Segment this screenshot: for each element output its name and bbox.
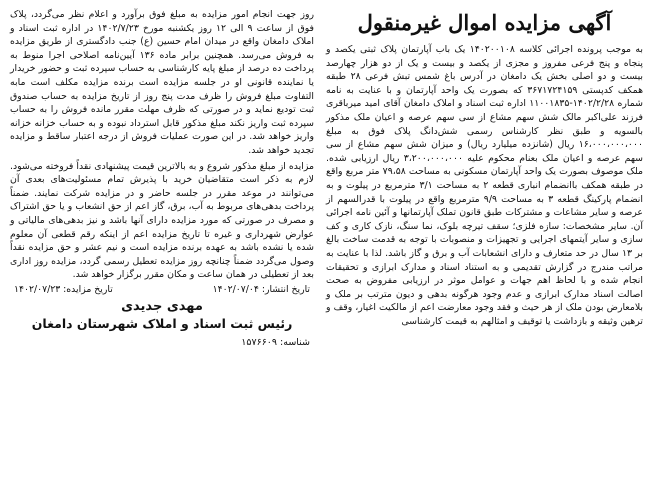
left-column-text-2: مزایده از مبلغ مذکور شروع و به بالاترین قیمت پیشنهادی نقداً فروخته می‌شود. لازم به ذکر است متقاضیان خرید با پذیرش تمام مسئولیت‌های بعدی آن می‌توانند در موعد مقرر در جلسه حاضر و در مزایده شرکت نمایند. ضمناً پرداخت بدهی‌های مربوط به آب، برق، گاز اعم از حق انشعاب و یا حق اشتراک و مصرف در صورتی که مورد مزایده دارای آنها باشد و نیز بدهی‌های مالیاتی و عوارض شهرداری و غیره تا تاریخ مزایده اعم از اینکه رقم قطعی آن معلوم شده یا نشده باشد به عهده برنده مزایده است و نیم عشر و حق مزایده نقداً وصول می‌گردد ضمناً چنانچه روز مزایده تعطیل رسمی گردد، مزایده روز اداری بعد از تعطیلی در همان ساعت و مکان مقرر برگزار خواهد شد. <box>10 160 315 281</box>
auction-date: تاریخ مزایده: ۱۴۰۲/۰۷/۲۳ <box>14 283 113 295</box>
right-column <box>326 8 643 474</box>
notice-id: شناسه: ۱۵۷۶۶۰۹ <box>241 336 311 348</box>
notice-columns <box>10 8 643 474</box>
right-column-text: به موجب پرونده اجرائی کلاسه ۱۴۰۲۰۰۱۰۸ یک باب آپارتمان پلاک ثبتی یکصد و پنجاه و پنج فرعی مفروز و مجزی از یکصد و بیست و یک از دو هزار چهارصد بیست و دو اصلی بخش یک دامغان در آدرس باغ شمس تبش فرعی ۲۸ طبقه همکف کدپستی ۳۶۷۱۷۲۴۱۵۹ که بصورت یک واحد آپارتمان و با عنایت به نامه شماره ۱۴۰۲/۲/۲۸-۱۱۰۰۱۸۳۵ اداره ثبت اسناد و املاک دامغان آقای امید میرباقری فرزند علی‌اکبر مالک شش سهم مشاع از سی سهم عرصه و اعیان ملک مذکور بالسویه و طبق نظر کارشناس رسمی شش‌دانگ پلاک فوق به مبلغ ۱۶،۰۰۰،۰۰۰،۰۰۰ ریال (شانزده میلیارد ریال) و میزان شش سهم مشاع از سی سهم عرصه و اعیان ملک بعنام محکوم علیه ۳،۲۰۰،۰۰۰،۰۰۰ ریال ارزیابی شده. ملک موصوف بصورت یک واحد آپارتمان مسکونی به مساحت ۷۹،۵۸ متر مربع واقع در طبقه همکف باانضمام انباری قطعه ۲ به مساحت ۳/۱ مترمربع در پیلوت و به انضمام پارکینگ قطعه ۳ به مساحت ۹/۹ مترمربع واقع در پیلوت با قدرالسهم از عرصه و سایر مشاعات و مشترکات طبق قانون تملک آپارتمانها و آئین نامه اجرائی آن. سایر مشخصات: سازه فلزی؛ سقف تیرچه بلوک، نما سنگ، نازک کاری و کف سازی و سایر آیتمهای اجرایی و تجهیزات و منصوبات با توجه به قدمت ساخت بالغ بر ۱۳ سال در حد متعارف و دارای انشعابات آب و برق و گاز باشد. لذا با عنایت به مراتب مندرج در گزارش تقدیمی و به استناد اسناد و مدارک ابرازی و تحقیقات انجام شده و با لحاظ اهم جهات و عوامل موثر در ارزیابی مفروض به صحت اصالت اسناد مدارک ابرازی و عدم وجود هرگونه بدهی و دیون مترتب بر ملک و بلامعارض بودن ملک از هر حیث و فقد وجود معارضت اعم از مالکیت اغیار، وقف و ترهین وثیقه و بازداشت یا توقیف و امثالهم به قیمت کارشناسی <box>326 44 644 327</box>
signature-block <box>10 299 314 331</box>
date-row <box>10 284 314 295</box>
signer-title: رئیس ثبت اسناد و املاک شهرستان دامغان <box>31 315 293 331</box>
left-column-text-1: روز جهت انجام امور مزایده به مبلغ فوق برآورد و اعلام نظر می‌گردد، پلاک فوق از ساعت ۹ الی ۱۲ روز یکشنبه مورخ ۱۴۰۲/۷/۲۳ در اداره ثبت اسناد و املاک دامغان واقع در میدان امام حسین (ع) جنب دادگستری از طریق مزایده به فروش می‌رسد. همچنین برابر ماده ۱۳۶ آیین‌نامه اصلاحی اجرا منوط به پرداخت ده درصد از مبلغ پایه کارشناسی به حساب سپرده ثبت و حضور خریدار یا نماینده قانونی او در جلسه مزایده است برنده مزایده مکلف است مابه التفاوت مبلغ فروش را ظرف مدت پنج روز از تاریخ مزایده به حساب صندوق ثبت تودیع نماید و در صورتی که ظرف مهلت مقرر مانده فروش را به حساب سپرده ثبت واریز نکند مبلغ مذکور قابل استرداد نبوده و به حساب خزانه خزانه واریز خواهد شد. در این صورت عملیات فروش از درجه اعتبار ساقط و مزایده تجدید خواهد شد. <box>10 9 315 156</box>
left-column <box>10 8 314 474</box>
signer-name: مهدی جدیدی <box>121 298 203 314</box>
notice-title: آگهی مزایده اموال غیرمنقول <box>357 10 612 35</box>
publish-date: تاریخ انتشار: ۱۴۰۲/۰۷/۰۴ <box>212 283 311 295</box>
